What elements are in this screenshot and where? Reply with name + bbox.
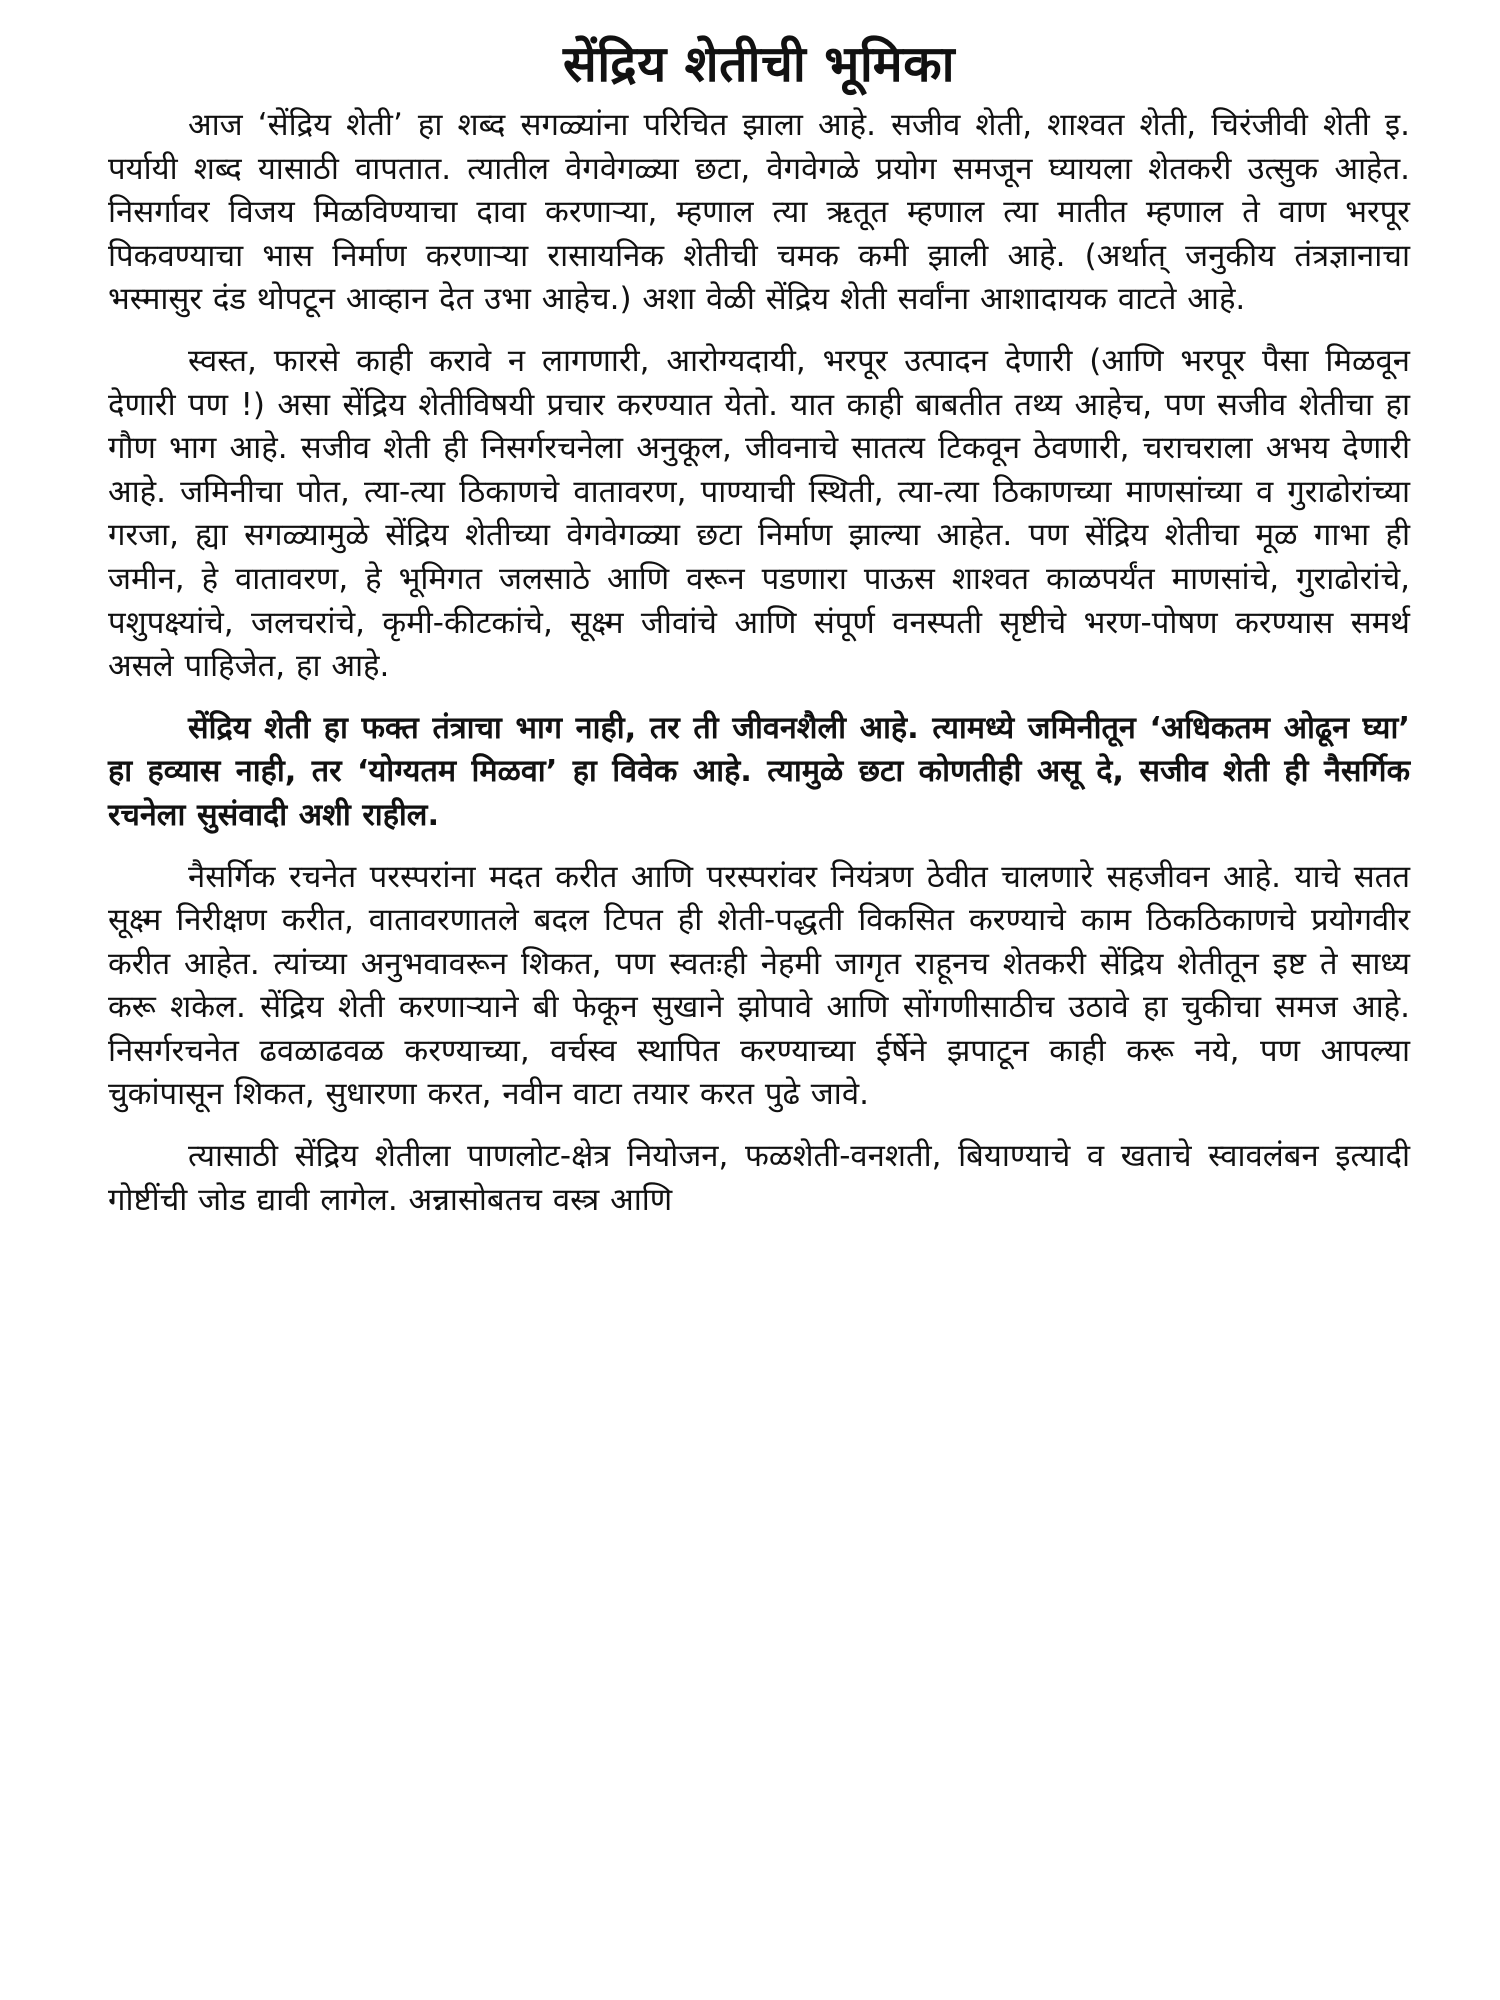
paragraph-1: आज ‘सेंद्रिय शेती’ हा शब्द सगळ्यांना परिचित झाला आहे. सजीव शेती, शाश्वत शेती, चिरंजीवी शेती इ. पर्यायी शब्द यासाठी वापतात. त्यातील वेगवेगळ्या छटा, वेगवेगळे प्रयोग समजून घ्यायला शेतकरी उत्सुक आहेत. निसर्गावर विजय मिळविण्याचा दावा करणाऱ्या, म्हणाल त्या ऋतूत म्हणाल त्या मातीत म्हणाल ते वाण भरपूर पिकवण्याचा भास निर्माण करणाऱ्या रासायनिक शेतीची चमक कमी झाली आहे. (अर्थात् जनुकीय तंत्रज्ञानाचा भस्मासुर दंड थोपटून आव्हान देत उभा आहेच.) अशा वेळी सेंद्रिय शेती सर्वांना आशादायक वाटते आहे. — [108, 107, 1410, 318]
paragraph-4: नैसर्गिक रचनेत परस्परांना मदत करीत आणि परस्परांवर नियंत्रण ठेवीत चालणारे सहजीवन आहे. याचे सतत सूक्ष्म निरीक्षण करीत, वातावरणातले बदल टिपत ही शेती-पद्धती विकसित करण्याचे काम ठिकठिकाणचे प्रयोगवीर करीत आहेत. त्यांच्या अनुभवावरून शिकत, पण स्वतःही नेहमी जागृत राहूनच शेतकरी सेंद्रिय शेतीतून इष्ट ते साध्य करू शकेल. सेंद्रिय शेती करणाऱ्याने बी फेकून सुखाने झोपावे आणि सोंगणीसाठीच उठावे हा चुकीचा समज आहे. निसर्गरचनेत ढवळाढवळ करण्याच्या, वर्चस्व स्थापित करण्याच्या ईर्षेने झपाटून काही करू नये, पण आपल्या चुकांपासून शिकत, सुधारणा करत, नवीन वाटा तयार करत पुढे जावे. — [108, 858, 1410, 1113]
paragraph-5: त्यासाठी सेंद्रिय शेतीला पाणलोट-क्षेत्र नियोजन, फळशेती-वनशती, बियाण्याचे व खताचे स्वावलंबन इत्यादी गोष्टींची जोड द्यावी लागेल. अन्नासोबतच वस्त्र आणि — [108, 1138, 1410, 1218]
paragraph-3-bold: सेंद्रिय शेती हा फक्त तंत्राचा भाग नाही, तर ती जीवनशैली आहे. त्यामध्ये जमिनीतून ‘अधिकतम ओढून घ्या’ हा हव्यास नाही, तर ‘योग्यतम मिळवा’ हा विवेक आहे. त्यामुळे छटा कोणतीही असू दे, सजीव शेती ही नैसर्गिक रचनेला सुसंवादी अशी राहील. — [108, 710, 1410, 833]
document-page — [108, 28, 1410, 1222]
document-title: सेंद्रिय शेतीची भूमिका — [562, 35, 956, 93]
paragraph-2: स्वस्त, फारसे काही करावे न लागणारी, आरोग्यदायी, भरपूर उत्पादन देणारी (आणि भरपूर पैसा मिळवून देणारी पण !) असा सेंद्रिय शेतीविषयी प्रचार करण्यात येतो. यात काही बाबतीत तथ्य आहेच, पण सजीव शेतीचा हा गौण भाग आहे. सजीव शेती ही निसर्गरचनेला अनुकूल, जीवनाचे सातत्य टिकवून ठेवणारी, चराचराला अभय देणारी आहे. जमिनीचा पोत, त्या-त्या ठिकाणचे वातावरण, पाण्याची स्थिती, त्या-त्या ठिकाणच्या माणसांच्या व गुराढोरांच्या गरजा, ह्या सगळ्यामुळे सेंद्रिय शेतीच्या वेगवेगळ्या छटा निर्माण झाल्या आहेत. पण सेंद्रिय शेतीचा मूळ गाभा ही जमीन, हे वातावरण, हे भूमिगत जलसाठे आणि वरून पडणारा पाऊस शाश्वत काळपर्यंत माणसांचे, गुराढोरांचे, पशुपक्ष्यांचे, जलचरांचे, कृमी-कीटकांचे, सूक्ष्म जीवांचे आणि संपूर्ण वनस्पती सृष्टीचे भरण-पोषण करण्यास समर्थ असले पाहिजेत, हा आहे. — [108, 342, 1410, 685]
